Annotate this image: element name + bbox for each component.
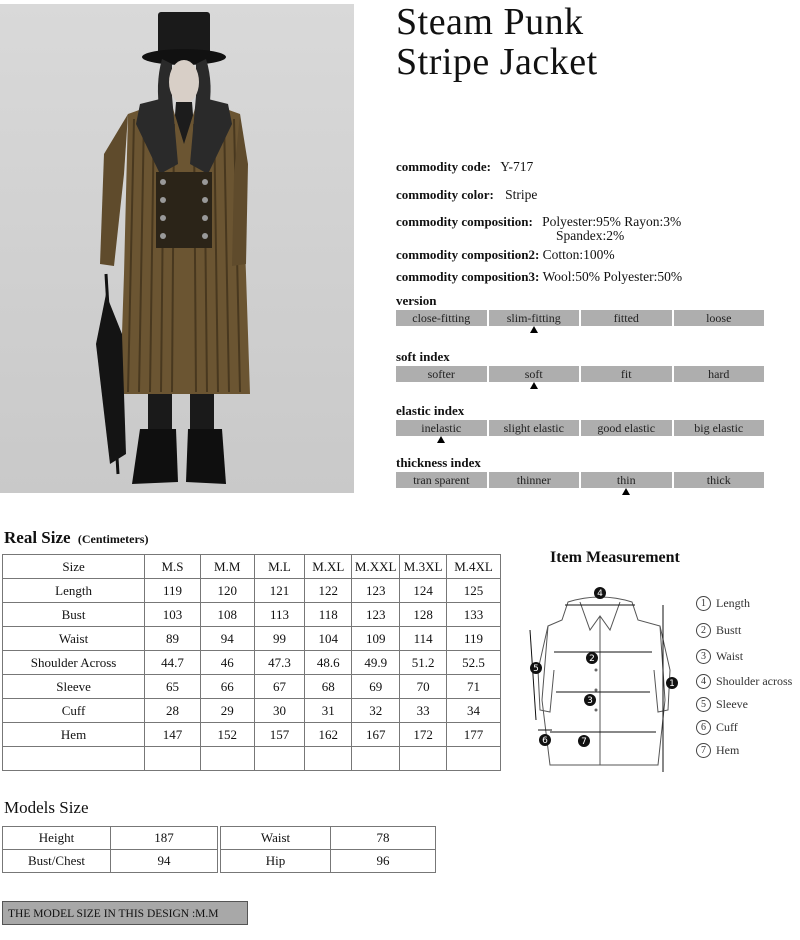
table-cell: 108: [200, 603, 254, 627]
table-cell: 172: [400, 723, 447, 747]
table-row: [3, 603, 501, 627]
table-cell: 119: [145, 579, 201, 603]
table-cell: Bust: [3, 603, 145, 627]
table-cell: Waist: [221, 827, 331, 850]
table-cell: 152: [200, 723, 254, 747]
legend-cuff: [696, 720, 738, 735]
table-cell: Cuff: [3, 699, 145, 723]
soft-option: soft: [489, 366, 580, 382]
table-cell: 157: [254, 723, 305, 747]
table-cell: 65: [145, 675, 201, 699]
table-row: [3, 627, 501, 651]
table-header-row: [3, 555, 501, 579]
soft-index-scale: [396, 366, 764, 382]
table-cell: Waist: [3, 627, 145, 651]
elastic-selected-marker: [437, 436, 445, 443]
elastic-option: big elastic: [674, 420, 765, 436]
soft-index-label: soft index: [396, 349, 450, 364]
thickness-selected-marker: [622, 488, 630, 495]
diagram-num-6: 6: [542, 736, 548, 746]
table-cell: 96: [331, 850, 436, 873]
table-cell: [400, 747, 447, 771]
thickness-option: thick: [674, 472, 765, 488]
spec-label: commodity code:: [396, 159, 491, 174]
legend-num: 6: [696, 720, 711, 735]
table-cell: 167: [352, 723, 400, 747]
diagram-num-5: 5: [533, 664, 539, 674]
table-cell: Sleeve: [3, 675, 145, 699]
table-cell: 118: [305, 603, 352, 627]
legend-num: 2: [696, 623, 711, 638]
models-table-right: [220, 826, 436, 873]
table-cell: 113: [254, 603, 305, 627]
version-scale: [396, 310, 764, 326]
table-cell: 69: [352, 675, 400, 699]
umbrella: [96, 294, 126, 464]
thickness-option: thin: [581, 472, 672, 488]
spec-value: Polyester:95% Rayon:3%: [542, 214, 682, 229]
table-cell: 47.3: [254, 651, 305, 675]
legend-sleeve: [696, 697, 748, 712]
table-cell: [447, 747, 501, 771]
table-cell: 51.2: [400, 651, 447, 675]
table-cell: 162: [305, 723, 352, 747]
table-cell: 30: [254, 699, 305, 723]
diagram-num-7: 7: [581, 737, 587, 747]
soft-option: hard: [674, 366, 765, 382]
table-row: [221, 850, 436, 873]
table-cell: 78: [331, 827, 436, 850]
diagram-num-1: 1: [669, 679, 675, 689]
elastic-option: good elastic: [581, 420, 672, 436]
face: [169, 60, 199, 104]
spec-composition3: [396, 269, 682, 285]
table-cell: 123: [352, 579, 400, 603]
legend-label: Length: [716, 596, 750, 610]
table-row: [3, 827, 218, 850]
table-cell: 32: [352, 699, 400, 723]
elastic-index-label: elastic index: [396, 403, 465, 418]
legend-label: Cuff: [716, 720, 738, 734]
spec-composition2: [396, 247, 615, 263]
table-cell: Length: [3, 579, 145, 603]
table-cell: 29: [200, 699, 254, 723]
table-cell: 187: [111, 827, 218, 850]
spec-value: Cotton:100%: [542, 247, 615, 262]
legend-label: Sleeve: [716, 697, 748, 711]
table-cell: 34: [447, 699, 501, 723]
table-cell: 33: [400, 699, 447, 723]
table-cell: 133: [447, 603, 501, 627]
spec-composition: [396, 214, 681, 230]
table-cell: Hem: [3, 723, 145, 747]
real-size-title: Real Size: [4, 528, 71, 547]
legend-bust: [696, 623, 741, 638]
model-size-note: THE MODEL SIZE IN THIS DESIGN :M.M: [2, 901, 248, 925]
table-cell: 120: [200, 579, 254, 603]
diagram-num-4: 4: [597, 589, 603, 599]
table-row: [3, 699, 501, 723]
spec-composition-cont: [556, 228, 624, 244]
legend-label: Hem: [716, 743, 740, 757]
table-cell: 125: [447, 579, 501, 603]
table-cell: 99: [254, 627, 305, 651]
legend-num: 4: [696, 674, 711, 689]
table-cell: 48.6: [305, 651, 352, 675]
left-boot: [132, 429, 178, 484]
version-option: slim-fitting: [489, 310, 580, 326]
spec-label: commodity composition3:: [396, 269, 540, 284]
diagram-num-3: 3: [587, 696, 593, 706]
table-cell: 94: [111, 850, 218, 873]
item-measurement-heading: Item Measurement: [550, 549, 680, 566]
table-cell: 71: [447, 675, 501, 699]
legend-shoulder: [696, 674, 792, 689]
table-cell: [352, 747, 400, 771]
table-cell: 31: [305, 699, 352, 723]
table-cell: 122: [305, 579, 352, 603]
table-row: [3, 850, 218, 873]
version-label: version: [396, 293, 437, 308]
legend-num: 7: [696, 743, 711, 758]
table-cell: [305, 747, 352, 771]
size-table: [2, 554, 501, 771]
real-size-heading: [4, 528, 148, 548]
diagram-num-2: 2: [589, 654, 595, 664]
legend-waist: [696, 649, 743, 664]
thickness-index-label: thickness index: [396, 455, 481, 470]
product-photo: [0, 4, 354, 493]
table-cell: 147: [145, 723, 201, 747]
title-line-2: Stripe Jacket: [396, 41, 598, 83]
soft-option: fit: [581, 366, 672, 382]
version-option: loose: [674, 310, 765, 326]
version-option: fitted: [581, 310, 672, 326]
table-row: [221, 827, 436, 850]
table-cell: [145, 747, 201, 771]
table-cell: 128: [400, 603, 447, 627]
table-cell: 94: [200, 627, 254, 651]
table-cell: 70: [400, 675, 447, 699]
legend-label: Shoulder across: [716, 674, 793, 688]
table-cell: [200, 747, 254, 771]
spec-value: Stripe: [505, 187, 538, 202]
soft-option: softer: [396, 366, 487, 382]
legend-length: [696, 596, 750, 611]
thickness-index-scale: [396, 472, 764, 488]
table-cell: 177: [447, 723, 501, 747]
table-header-cell: M.S: [145, 555, 201, 579]
table-header-cell: M.XXL: [352, 555, 400, 579]
elastic-option: inelastic: [396, 420, 487, 436]
model-illustration: [0, 4, 354, 493]
table-header-cell: M.M: [200, 555, 254, 579]
table-cell: 119: [447, 627, 501, 651]
spec-value: Wool:50% Polyester:50%: [542, 269, 683, 284]
table-cell: 46: [200, 651, 254, 675]
table-cell: 66: [200, 675, 254, 699]
models-size-heading: Models Size: [4, 798, 89, 817]
table-header-cell: M.4XL: [447, 555, 501, 579]
thickness-option: thinner: [489, 472, 580, 488]
thickness-option: tran sparent: [396, 472, 487, 488]
real-size-unit: (Centimeters): [77, 532, 149, 546]
table-cell: 114: [400, 627, 447, 651]
legend-num: 1: [696, 596, 711, 611]
legend-num: 3: [696, 649, 711, 664]
table-cell: 121: [254, 579, 305, 603]
version-option: close-fitting: [396, 310, 487, 326]
table-cell: 109: [352, 627, 400, 651]
table-row: [3, 579, 501, 603]
elastic-index-scale: [396, 420, 764, 436]
table-cell: 52.5: [447, 651, 501, 675]
table-cell: 67: [254, 675, 305, 699]
table-cell: 49.9: [352, 651, 400, 675]
table-cell: 28: [145, 699, 201, 723]
table-cell: 89: [145, 627, 201, 651]
spec-value: Y-717: [500, 159, 534, 174]
table-cell: 123: [352, 603, 400, 627]
soft-selected-marker: [530, 382, 538, 389]
title-line-1: Steam Punk: [396, 1, 584, 43]
table-row: [3, 747, 501, 771]
table-cell: 104: [305, 627, 352, 651]
table-row: [3, 723, 501, 747]
right-boot: [186, 429, 226, 484]
coat-diagram: [520, 580, 695, 780]
table-header-cell: M.XL: [305, 555, 352, 579]
spec-label: commodity color:: [396, 187, 494, 202]
table-cell: 68: [305, 675, 352, 699]
table-cell: 124: [400, 579, 447, 603]
table-row: [3, 675, 501, 699]
table-header-cell: M.L: [254, 555, 305, 579]
spec-label: commodity composition:: [396, 214, 533, 229]
table-cell: Bust/Chest: [3, 850, 111, 873]
table-cell: [3, 747, 145, 771]
elastic-option: slight elastic: [489, 420, 580, 436]
spec-color: [396, 187, 537, 203]
legend-num: 5: [696, 697, 711, 712]
table-cell: Height: [3, 827, 111, 850]
table-header-cell: M.3XL: [400, 555, 447, 579]
product-title: [396, 2, 598, 82]
version-selected-marker: [530, 326, 538, 333]
table-cell: 103: [145, 603, 201, 627]
table-row: [3, 651, 501, 675]
table-header-cell: Size: [3, 555, 145, 579]
models-table-left: [2, 826, 218, 873]
table-cell: 44.7: [145, 651, 201, 675]
table-cell: [254, 747, 305, 771]
spec-code: [396, 159, 533, 175]
legend-label: Bustt: [716, 623, 742, 637]
table-cell: Shoulder Across: [3, 651, 145, 675]
spec-label: commodity composition2:: [396, 247, 540, 262]
legend-hem: [696, 743, 739, 758]
table-cell: Hip: [221, 850, 331, 873]
legend-label: Waist: [716, 649, 744, 663]
spec-value-2: Spandex:2%: [556, 228, 625, 243]
